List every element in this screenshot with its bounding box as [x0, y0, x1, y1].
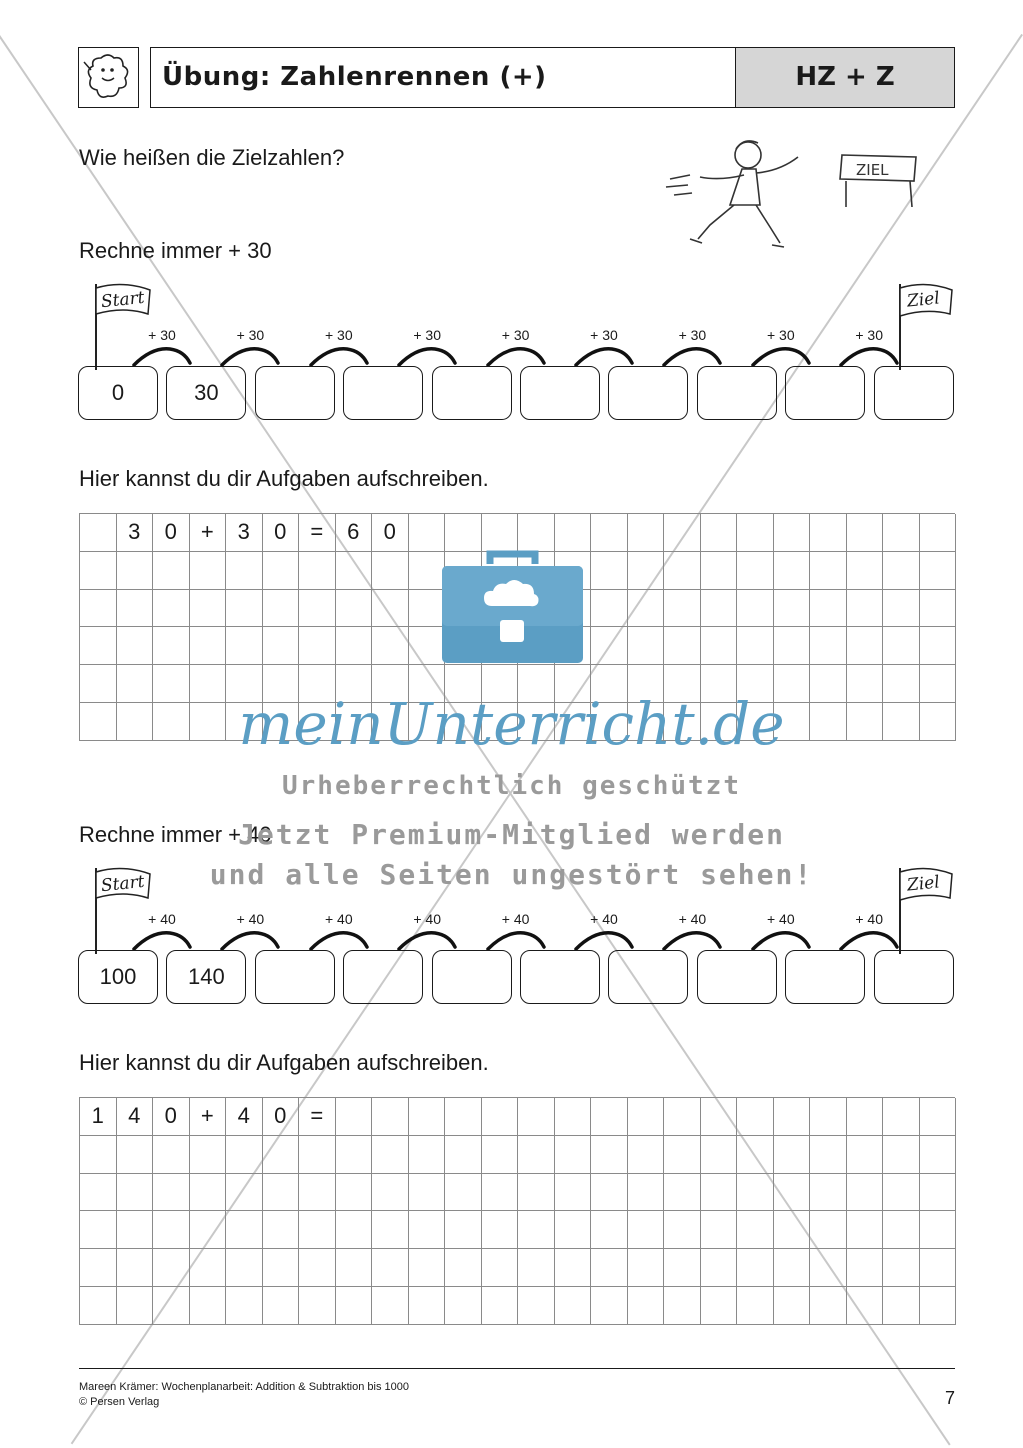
grid-cell[interactable]	[117, 1174, 154, 1212]
grid-cell[interactable]	[591, 1249, 628, 1287]
grid-cell[interactable]	[920, 1287, 957, 1325]
grid-cell[interactable]	[372, 590, 409, 628]
grid-cell[interactable]	[263, 627, 300, 665]
page-title: Übung: Zahlenrennen (+)	[162, 62, 547, 92]
grid-cell[interactable]	[409, 1136, 446, 1174]
grid-cell[interactable]	[920, 1174, 957, 1212]
grid-cell[interactable]	[701, 552, 738, 590]
grid-cell[interactable]	[372, 1249, 409, 1287]
grid-cell[interactable]	[664, 1211, 701, 1249]
grid-cell[interactable]	[591, 1098, 628, 1136]
grid-cell[interactable]	[336, 1174, 373, 1212]
grid-cell[interactable]	[664, 1287, 701, 1325]
grid-cell[interactable]	[591, 1211, 628, 1249]
grid-cell[interactable]	[555, 1249, 592, 1287]
grid-cell[interactable]	[80, 1287, 117, 1325]
goal-flag-label-2: Ziel	[906, 872, 941, 896]
step-label: + 30	[766, 327, 795, 343]
number-box[interactable]	[520, 950, 600, 1004]
grid-cell[interactable]	[847, 1211, 884, 1249]
step-label: + 30	[324, 327, 353, 343]
instruction-1: Rechne immer + 30	[79, 238, 272, 263]
grid-cell[interactable]	[774, 552, 811, 590]
grid-cell[interactable]: 3	[226, 514, 263, 552]
grid-cell[interactable]	[591, 1174, 628, 1212]
grid-cell[interactable]	[701, 1136, 738, 1174]
grid-cell[interactable]	[518, 1287, 555, 1325]
page-number: 7	[944, 1388, 955, 1408]
grid-cell[interactable]	[701, 1287, 738, 1325]
write-prompt-2: Hier kannst du dir Aufgaben aufschreiben.	[79, 1050, 489, 1075]
grid-cell[interactable]	[847, 1098, 884, 1136]
grid-cell[interactable]	[372, 552, 409, 590]
grid-cell[interactable]	[445, 1098, 482, 1136]
grid-cell[interactable]: 0	[153, 514, 190, 552]
number-box[interactable]	[697, 366, 777, 420]
step-label: + 30	[236, 327, 265, 343]
grid-cell[interactable]	[80, 514, 117, 552]
grid-cell[interactable]: 0	[263, 1098, 300, 1136]
number-box[interactable]: 140	[166, 950, 246, 1004]
grid-cell[interactable]	[445, 514, 482, 552]
writing-grid-2	[79, 1097, 955, 1325]
grid-cell[interactable]	[555, 514, 592, 552]
grid-cell[interactable]	[117, 590, 154, 628]
grid-cell[interactable]	[299, 1174, 336, 1212]
grid-cell[interactable]	[847, 1174, 884, 1212]
grid-cell[interactable]	[409, 1287, 446, 1325]
grid-cell[interactable]	[153, 1287, 190, 1325]
step-label: + 40	[236, 911, 265, 927]
grid-cell[interactable]	[445, 1287, 482, 1325]
grid-cell[interactable]	[774, 514, 811, 552]
grid-cell[interactable]: +	[190, 1098, 227, 1136]
grid-cell[interactable]	[628, 552, 665, 590]
grid-cell[interactable]: 6	[336, 514, 373, 552]
grid-cell[interactable]	[810, 1211, 847, 1249]
grid-cell[interactable]	[336, 1211, 373, 1249]
grid-cell[interactable]	[701, 1211, 738, 1249]
grid-cell[interactable]	[482, 1249, 519, 1287]
write-prompt-1: Hier kannst du dir Aufgaben aufschreiben.	[79, 466, 489, 491]
grid-cell[interactable]	[153, 1174, 190, 1212]
number-box[interactable]	[785, 950, 865, 1004]
grid-cell[interactable]	[701, 1174, 738, 1212]
grid-cell[interactable]	[883, 1287, 920, 1325]
step-label: + 40	[855, 911, 883, 927]
start-flag-label-2: Start	[100, 871, 146, 897]
grid-cell[interactable]	[80, 1249, 117, 1287]
grid-cell[interactable]	[847, 1249, 884, 1287]
step-label: + 40	[501, 911, 530, 927]
grid-cell[interactable]	[555, 1174, 592, 1212]
grid-cell[interactable]	[810, 552, 847, 590]
number-box[interactable]	[255, 366, 335, 420]
grid-cell[interactable]	[372, 1287, 409, 1325]
grid-cell[interactable]	[372, 627, 409, 665]
grid-cell[interactable]	[774, 1287, 811, 1325]
number-box[interactable]: 100	[78, 950, 158, 1004]
grid-cell[interactable]	[372, 1174, 409, 1212]
grid-cell[interactable]	[263, 1174, 300, 1212]
grid-cell[interactable]	[664, 1098, 701, 1136]
logo-box	[78, 47, 139, 108]
grid-cell[interactable]	[336, 1098, 373, 1136]
grid-cell[interactable]	[518, 1174, 555, 1212]
grid-cell[interactable]	[701, 627, 738, 665]
grid-cell[interactable]	[336, 1287, 373, 1325]
step-label: + 40	[148, 911, 176, 927]
question-text: Wie heißen die Zielzahlen?	[79, 145, 345, 170]
grid-cell[interactable]	[482, 514, 519, 552]
grid-cell[interactable]	[445, 1174, 482, 1212]
step-label: + 30	[590, 327, 618, 343]
grid-cell[interactable]	[810, 1136, 847, 1174]
grid-cell[interactable]	[226, 1287, 263, 1325]
grid-cell[interactable]	[299, 590, 336, 628]
grid-cell[interactable]	[117, 552, 154, 590]
grid-cell[interactable]	[372, 1098, 409, 1136]
watermark-brand: meinUnterricht.de	[238, 690, 785, 758]
grid-cell[interactable]	[774, 1249, 811, 1287]
grid-cell[interactable]	[774, 1098, 811, 1136]
grid-cell[interactable]: =	[299, 1098, 336, 1136]
step-label: + 30	[855, 327, 883, 343]
grid-cell[interactable]	[372, 1136, 409, 1174]
grid-cell[interactable]	[810, 514, 847, 552]
grid-cell[interactable]	[847, 627, 884, 665]
step-label: + 40	[766, 911, 795, 927]
grid-cell[interactable]	[847, 1287, 884, 1325]
runner-illustration	[660, 135, 950, 255]
grid-cell[interactable]	[518, 1249, 555, 1287]
grid-cell[interactable]	[117, 1211, 154, 1249]
grid-cell[interactable]	[409, 514, 446, 552]
step-label: + 40	[413, 911, 441, 927]
grid-cell[interactable]	[263, 1136, 300, 1174]
grid-cell[interactable]	[628, 627, 665, 665]
grid-cell[interactable]: +	[190, 514, 227, 552]
number-box[interactable]	[608, 366, 688, 420]
grid-cell[interactable]	[737, 1098, 774, 1136]
grid-cell[interactable]	[591, 590, 628, 628]
grid-cell[interactable]	[591, 1287, 628, 1325]
step-label: + 30	[148, 327, 176, 343]
grid-cell[interactable]	[701, 1249, 738, 1287]
grid-cell[interactable]	[117, 1249, 154, 1287]
number-box[interactable]	[785, 366, 865, 420]
grid-cell[interactable]	[737, 552, 774, 590]
grid-cell[interactable]	[883, 1249, 920, 1287]
grid-cell[interactable]	[628, 1136, 665, 1174]
grid-cell[interactable]	[920, 552, 957, 590]
topic-code: HZ + Z	[795, 62, 895, 92]
grid-cell[interactable]	[226, 1211, 263, 1249]
step-label: + 40	[324, 911, 353, 927]
grid-cell[interactable]	[482, 1098, 519, 1136]
footer-publisher: © Persen Verlag	[79, 1396, 160, 1408]
grid-cell[interactable]	[591, 1136, 628, 1174]
footer-author: Mareen Krämer: Wochenplanarbeit: Addition & Subtraktion bis 1000	[79, 1381, 409, 1393]
grid-cell[interactable]	[299, 1211, 336, 1249]
grid-cell[interactable]	[883, 590, 920, 628]
grid-cell[interactable]	[883, 1098, 920, 1136]
grid-cell[interactable]	[737, 1249, 774, 1287]
number-box[interactable]	[343, 366, 423, 420]
number-box[interactable]	[255, 950, 335, 1004]
grid-cell[interactable]	[263, 1211, 300, 1249]
grid-cell[interactable]	[153, 590, 190, 628]
grid-cell[interactable]	[847, 514, 884, 552]
grid-cell[interactable]	[701, 590, 738, 628]
grid-cell[interactable]	[263, 1249, 300, 1287]
grid-cell[interactable]	[226, 590, 263, 628]
grid-cell[interactable]	[737, 1136, 774, 1174]
grid-cell[interactable]	[555, 1136, 592, 1174]
grid-cell[interactable]	[774, 627, 811, 665]
watermark-line-1: Urheberrechtlich geschützt	[282, 771, 741, 801]
number-box[interactable]	[432, 366, 512, 420]
grid-cell[interactable]	[664, 1249, 701, 1287]
grid-cell[interactable]	[80, 627, 117, 665]
grid-cell[interactable]	[226, 552, 263, 590]
grid-cell[interactable]	[555, 1211, 592, 1249]
grid-cell[interactable]	[117, 1287, 154, 1325]
step-label: + 40	[590, 911, 618, 927]
start-flag-label-1: Start	[100, 287, 146, 313]
grid-cell[interactable]	[263, 590, 300, 628]
grid-cell[interactable]: 0	[153, 1098, 190, 1136]
grid-cell[interactable]	[80, 1211, 117, 1249]
grid-cell[interactable]: 4	[226, 1098, 263, 1136]
grid-cell[interactable]	[372, 1211, 409, 1249]
grid-cell[interactable]	[883, 552, 920, 590]
grid-cell[interactable]	[299, 552, 336, 590]
finish-sign-label: ZIEL	[856, 161, 889, 179]
grid-cell[interactable]	[482, 1211, 519, 1249]
grid-cell[interactable]	[664, 552, 701, 590]
grid-cell[interactable]	[920, 1249, 957, 1287]
grid-cell[interactable]	[664, 1174, 701, 1212]
grid-cell[interactable]	[883, 1211, 920, 1249]
grid-cell[interactable]	[664, 514, 701, 552]
grid-cell[interactable]	[518, 1098, 555, 1136]
grid-cell[interactable]	[80, 1136, 117, 1174]
grid-cell[interactable]	[847, 552, 884, 590]
step-label: + 40	[678, 911, 707, 927]
grid-cell[interactable]	[409, 1174, 446, 1212]
grid-cell[interactable]	[628, 1211, 665, 1249]
grid-cell[interactable]	[737, 590, 774, 628]
grid-cell[interactable]	[883, 1174, 920, 1212]
grid-cell[interactable]: 0	[372, 514, 409, 552]
grid-cell[interactable]	[883, 1136, 920, 1174]
grid-cell[interactable]	[883, 514, 920, 552]
grid-cell[interactable]	[628, 1249, 665, 1287]
goal-flag-label-1: Ziel	[906, 288, 941, 312]
grid-cell[interactable]	[701, 514, 738, 552]
number-box[interactable]	[608, 950, 688, 1004]
grid-cell[interactable]	[774, 1211, 811, 1249]
grid-cell[interactable]	[190, 1211, 227, 1249]
grid-cell[interactable]	[153, 1211, 190, 1249]
briefcase-icon	[440, 550, 585, 665]
grid-cell[interactable]	[518, 1136, 555, 1174]
grid-cell[interactable]	[190, 627, 227, 665]
number-box[interactable]	[697, 950, 777, 1004]
grid-cell[interactable]	[445, 1211, 482, 1249]
grid-cell[interactable]	[117, 627, 154, 665]
grid-cell[interactable]	[299, 1249, 336, 1287]
grid-cell[interactable]	[190, 552, 227, 590]
number-box[interactable]	[343, 950, 423, 1004]
grid-cell[interactable]	[737, 1211, 774, 1249]
grid-cell[interactable]: =	[299, 514, 336, 552]
watermark-line-2: Jetzt Premium-Mitglied werden	[238, 818, 785, 851]
grid-cell[interactable]	[810, 590, 847, 628]
grid-cell[interactable]	[555, 1287, 592, 1325]
instruction-2: Rechne immer + 40	[79, 822, 272, 847]
grid-cell[interactable]	[336, 1136, 373, 1174]
grid-cell[interactable]	[810, 1287, 847, 1325]
grid-cell[interactable]	[263, 1287, 300, 1325]
grid-cell[interactable]	[628, 590, 665, 628]
grid-cell[interactable]	[920, 514, 957, 552]
grid-cell[interactable]	[482, 1174, 519, 1212]
grid-cell[interactable]	[299, 1287, 336, 1325]
grid-cell[interactable]	[920, 590, 957, 628]
grid-cell[interactable]	[591, 552, 628, 590]
grid-cell[interactable]	[226, 1249, 263, 1287]
grid-cell[interactable]	[445, 1249, 482, 1287]
grid-cell[interactable]	[810, 1098, 847, 1136]
grid-cell[interactable]	[409, 1249, 446, 1287]
grid-cell[interactable]	[263, 552, 300, 590]
grid-cell[interactable]	[299, 1136, 336, 1174]
grid-cell[interactable]	[190, 590, 227, 628]
step-label: + 30	[501, 327, 530, 343]
grid-cell[interactable]	[80, 552, 117, 590]
grid-cell[interactable]	[153, 627, 190, 665]
number-box[interactable]: 30	[166, 366, 246, 420]
grid-cell[interactable]	[774, 590, 811, 628]
grid-cell[interactable]	[628, 1098, 665, 1136]
mascot-icon	[79, 48, 137, 106]
number-box[interactable]	[874, 366, 954, 420]
grid-cell[interactable]	[482, 1136, 519, 1174]
grid-cell[interactable]	[190, 1136, 227, 1174]
grid-cell[interactable]	[226, 1136, 263, 1174]
grid-cell[interactable]	[80, 590, 117, 628]
grid-cell[interactable]	[336, 627, 373, 665]
step-label: + 30	[678, 327, 707, 343]
grid-cell[interactable]	[920, 1211, 957, 1249]
grid-cell[interactable]: 0	[263, 514, 300, 552]
grid-cell[interactable]	[628, 514, 665, 552]
grid-cell[interactable]: 3	[117, 514, 154, 552]
grid-cell[interactable]	[664, 627, 701, 665]
grid-cell[interactable]	[737, 627, 774, 665]
number-box[interactable]	[432, 950, 512, 1004]
grid-cell[interactable]	[628, 1287, 665, 1325]
grid-cell[interactable]	[226, 627, 263, 665]
grid-cell[interactable]	[810, 1174, 847, 1212]
grid-cell[interactable]	[226, 1174, 263, 1212]
grid-cell[interactable]	[920, 627, 957, 665]
grid-cell[interactable]	[336, 1249, 373, 1287]
grid-cell[interactable]	[810, 627, 847, 665]
grid-cell[interactable]	[920, 1136, 957, 1174]
grid-cell[interactable]	[153, 1249, 190, 1287]
grid-cell[interactable]	[336, 590, 373, 628]
grid-cell[interactable]	[299, 627, 336, 665]
grid-cell[interactable]	[190, 1249, 227, 1287]
grid-cell[interactable]	[518, 514, 555, 552]
number-box[interactable]	[520, 366, 600, 420]
grid-cell[interactable]	[117, 1136, 154, 1174]
step-label: + 30	[413, 327, 441, 343]
grid-cell[interactable]	[628, 1174, 665, 1212]
watermark-line-3: und alle Seiten ungestört sehen!	[209, 858, 814, 891]
grid-cell[interactable]: 1	[80, 1098, 117, 1136]
grid-cell[interactable]	[445, 1136, 482, 1174]
grid-cell[interactable]	[591, 627, 628, 665]
grid-cell[interactable]	[153, 1136, 190, 1174]
grid-cell[interactable]	[664, 1136, 701, 1174]
grid-cell[interactable]	[409, 1211, 446, 1249]
footer-divider	[79, 1368, 955, 1369]
grid-cell[interactable]	[737, 514, 774, 552]
number-box[interactable]: 0	[78, 366, 158, 420]
grid-cell[interactable]	[555, 1098, 592, 1136]
grid-cell[interactable]	[701, 1098, 738, 1136]
grid-cell[interactable]	[847, 590, 884, 628]
grid-cell[interactable]	[883, 627, 920, 665]
grid-cell[interactable]	[737, 1287, 774, 1325]
grid-cell[interactable]	[409, 1098, 446, 1136]
grid-cell[interactable]	[737, 1174, 774, 1212]
grid-cell[interactable]	[810, 1249, 847, 1287]
grid-cell[interactable]	[664, 590, 701, 628]
grid-cell[interactable]	[847, 1136, 884, 1174]
grid-cell[interactable]	[80, 1174, 117, 1212]
grid-cell[interactable]	[591, 514, 628, 552]
grid-cell[interactable]	[774, 1174, 811, 1212]
grid-cell[interactable]	[774, 1136, 811, 1174]
grid-cell[interactable]	[190, 1287, 227, 1325]
number-box[interactable]	[874, 950, 954, 1004]
grid-cell[interactable]	[153, 552, 190, 590]
grid-cell[interactable]	[336, 552, 373, 590]
grid-cell[interactable]	[518, 1211, 555, 1249]
grid-cell[interactable]	[482, 1287, 519, 1325]
grid-cell[interactable]	[920, 1098, 957, 1136]
grid-cell[interactable]	[190, 1174, 227, 1212]
grid-cell[interactable]: 4	[117, 1098, 154, 1136]
